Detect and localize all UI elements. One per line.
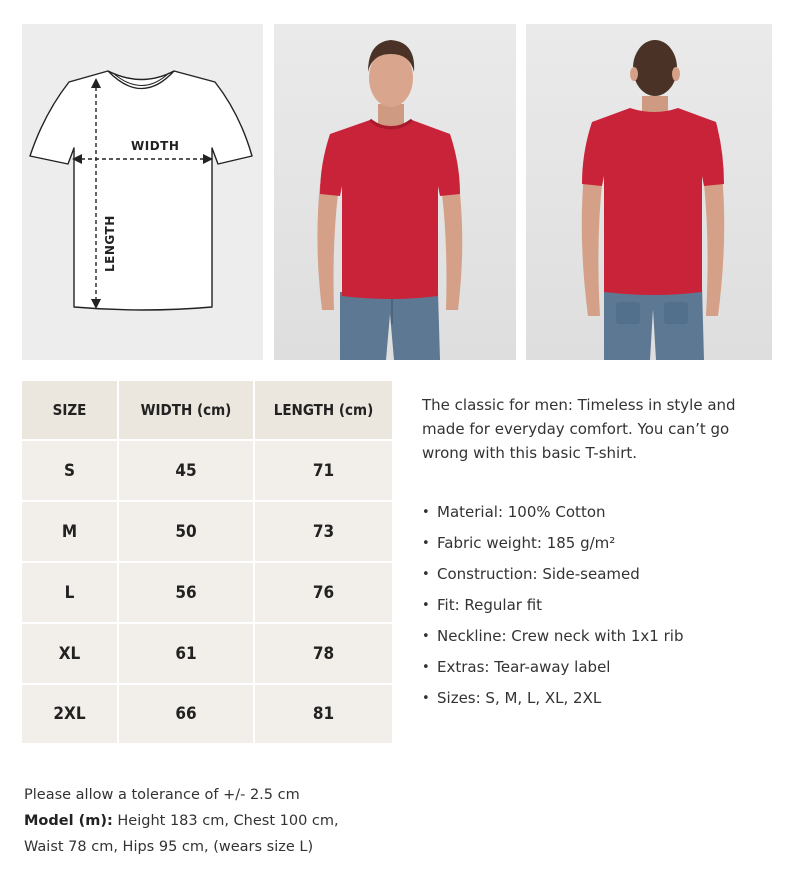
- feature-text: Neckline: Crew neck with 1x1 rib: [437, 627, 684, 645]
- size-cell: XL: [22, 624, 119, 685]
- header-width: WIDTH (cm): [119, 381, 255, 441]
- feature-text: Fabric weight: 185 g/m²: [437, 534, 616, 552]
- model-front-photo: [274, 24, 516, 360]
- table-row: [22, 441, 392, 502]
- width-label: WIDTH: [131, 139, 180, 153]
- feature-text: Extras: Tear-away label: [437, 658, 611, 676]
- model-info-line-2: Waist 78 cm, Hips 95 cm, (wears size L): [24, 839, 314, 855]
- size-cell: 2XL: [22, 685, 119, 745]
- length-cell: 81: [255, 685, 392, 745]
- length-cell: 73: [255, 502, 392, 563]
- feature-text: Sizes: S, M, L, XL, 2XL: [437, 689, 602, 707]
- feature-list: [422, 497, 772, 714]
- product-description: The classic for men: Timeless in style and made for everyday comfort. You can’t go wrong with this basic T-shirt.: [422, 396, 736, 462]
- list-item: [422, 652, 772, 683]
- width-cell: 50: [119, 502, 255, 563]
- model-info-line-1: [24, 808, 384, 834]
- length-cell: 71: [255, 441, 392, 502]
- bullet-icon: •: [422, 691, 430, 706]
- model-label: Model (m):: [24, 813, 113, 829]
- table-row: [22, 563, 392, 624]
- header-length: LENGTH (cm): [255, 381, 392, 441]
- table-row: [22, 624, 392, 685]
- list-item: [422, 559, 772, 590]
- tolerance-note: Please allow a tolerance of +/- 2.5 cm: [24, 787, 300, 803]
- table-row: [22, 685, 392, 745]
- feature-text: Construction: Side-seamed: [437, 565, 640, 583]
- list-item: [422, 528, 772, 559]
- header-size: SIZE: [22, 381, 119, 441]
- size-cell: M: [22, 502, 119, 563]
- model-back-photo: [526, 24, 772, 360]
- width-cell: 61: [119, 624, 255, 685]
- bullet-icon: •: [422, 598, 430, 613]
- length-label: LENGTH: [103, 215, 117, 272]
- table-header-row: [22, 381, 392, 441]
- list-item: [422, 590, 772, 621]
- feature-text: Material: 100% Cotton: [437, 503, 606, 521]
- size-table: [22, 381, 392, 745]
- footer-notes: [24, 782, 384, 860]
- tshirt-outline-icon: [22, 24, 263, 360]
- bullet-icon: •: [422, 629, 430, 644]
- bullet-icon: •: [422, 536, 430, 551]
- list-item: [422, 621, 772, 652]
- bullet-icon: •: [422, 567, 430, 582]
- size-cell: S: [22, 441, 119, 502]
- width-cell: 45: [119, 441, 255, 502]
- bullet-icon: •: [422, 660, 430, 675]
- feature-text: Fit: Regular fit: [437, 596, 543, 614]
- length-cell: 76: [255, 563, 392, 624]
- size-cell: L: [22, 563, 119, 624]
- width-cell: 56: [119, 563, 255, 624]
- list-item: [422, 497, 772, 528]
- table-row: [22, 502, 392, 563]
- list-item: [422, 683, 772, 714]
- width-cell: 66: [119, 685, 255, 745]
- length-cell: 78: [255, 624, 392, 685]
- model-details: Height 183 cm, Chest 100 cm,: [117, 813, 339, 829]
- bullet-icon: •: [422, 505, 430, 520]
- tshirt-size-diagram: [22, 24, 263, 360]
